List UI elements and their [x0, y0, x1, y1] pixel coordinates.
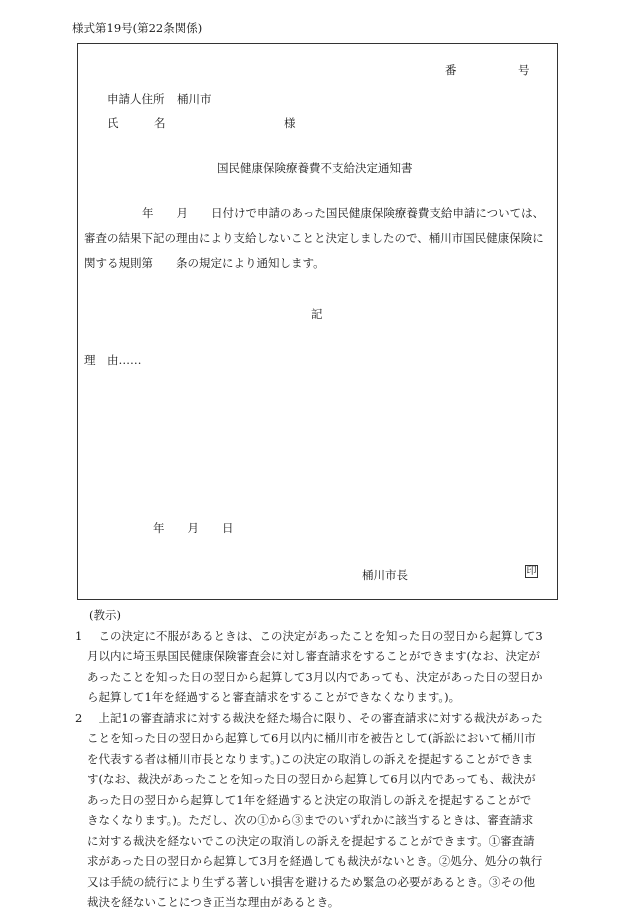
instruction-line: きなくなります。)。ただし、次の①から③までのいずれかに該当するときは、審査請求	[87, 813, 534, 827]
issuer-name: 桶川市長	[362, 568, 408, 582]
instruction-line: 求があった日の翌日から起算して3月を経過しても裁決がないとき。②処分、処分の執行	[87, 854, 543, 868]
instruction-line: あった日の翌日から起算して1年を経過すると決定の取消しの訴えを提起することがで	[87, 792, 532, 807]
instruction-line: に対する裁決を経ないでこの決定の取消しの訴えを提起することができます。①審査請	[87, 833, 535, 848]
address-label: 申請人住所	[107, 92, 165, 106]
body-line: 年 月 日付けで申請のあった国民健康保険療養費支給申請については、	[142, 206, 545, 220]
instructions	[77, 605, 567, 913]
instruction-line: ことを知った日の翌日から起算して6月以内に桶川市を被告として(訴訟において桶川市	[87, 731, 536, 745]
instruction-line: す(なお、裁決があったことを知った日の翌日から起算して6月以内であっても、裁決が	[87, 772, 536, 786]
date-label: 年 月 日	[153, 521, 234, 535]
address-value: 桶川市	[177, 92, 212, 106]
instruction-item-1	[77, 626, 567, 708]
instruction-line: この決定に不服があるときは、この決定があったことを知った日の翌日から起算して3	[87, 628, 543, 643]
form-label: 様式第19号(第22条関係)	[72, 21, 203, 35]
name-label-mei: 名	[154, 116, 166, 130]
notice-body	[84, 201, 552, 276]
reason-label: 理 由……	[84, 353, 142, 367]
honorific-sama: 様	[284, 116, 296, 130]
instruction-line: 又は手続の続行により生ずる著しい損害を避けるため緊急の必要があるとき。③その他	[87, 874, 536, 889]
instruction-line: 月以内に埼玉県国民健康保険審査会に対し審査請求をすることができます(なお、決定が	[87, 649, 540, 663]
body-line: 関する規則第 条の規定により通知します。	[84, 256, 325, 270]
body-line: 審査の結果下記の理由により支給しないことと決定しましたので、桶川市国民健康保険に	[84, 231, 544, 245]
instruction-line: 上記1の審査請求に対する裁決を経た場合に限り、その審査請求に対する裁決があった	[87, 710, 543, 725]
notice-title: 国民健康保険療養費不支給決定通知書	[217, 161, 413, 175]
ki-label: 記	[311, 307, 323, 321]
instructions-heading: (教示)	[89, 608, 121, 622]
name-label-shi: 氏	[107, 116, 119, 130]
number-label-go: 号	[518, 63, 530, 77]
instruction-number: 2	[75, 710, 83, 725]
instruction-number: 1	[75, 628, 83, 643]
instruction-line: あったことを知った日の翌日から起算して3月以内であっても、決定があった日の翌日か	[87, 669, 543, 684]
seal-icon: 印	[526, 566, 537, 577]
instruction-line: ら起算して1年を経過すると審査請求をすることができなくなります。)。	[87, 690, 461, 704]
instruction-line: を代表する者は桶川市長となります。)この決定の取消しの訴えを提起することができま	[87, 751, 534, 766]
instruction-item-2	[77, 708, 567, 913]
number-label-ban: 番	[445, 63, 457, 77]
instruction-line: 裁決を経ないことにつき正当な理由があるとき。	[87, 895, 340, 909]
